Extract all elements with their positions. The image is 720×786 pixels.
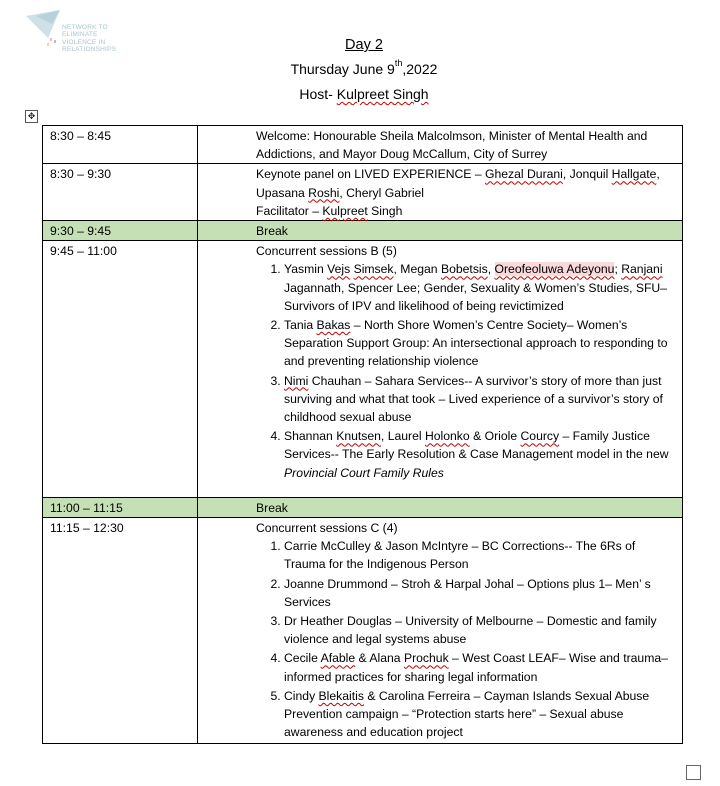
list-item: 2. Tania Bakas – North Shore Women’s Centre Society– Women’s Separation Support Group: An intersectional approach to responding to and preventing relationship violence (284, 316, 679, 371)
table-row (43, 126, 683, 164)
spacer (256, 483, 679, 497)
list-item: 3. Dr Heather Douglas – University of Melbourne – Domestic and family violence and legal systems abuse (284, 612, 679, 648)
time-cell: 8:30 – 8:45 (43, 126, 198, 164)
table-row (43, 164, 683, 221)
logo-text: NETWORK TO ELIMINATE VIOLENCE IN RELATIONSHIPS (62, 24, 117, 54)
table-row (43, 497, 683, 517)
list-item: 2. Joanne Drummond – Stroh & Harpal Johal – Options plus 1– Men’ s Services (284, 575, 679, 611)
talk-list (256, 260, 679, 481)
session-cell: Welcome: Honourable Sheila Malcolmson, Minister of Mental Health and Addictions, and Mayor Doug McCallum, City of Surrey (198, 126, 683, 164)
time-cell: 8:30 – 9:30 (43, 164, 198, 221)
event-date: Thursday June 9th,2022 (290, 58, 438, 77)
page-corner-marker (686, 765, 701, 780)
list-item: 4. Cecile Afable & Alana Prochuk – West Coast LEAF– Wise and trauma–informed practices for sharing legal information (284, 649, 679, 685)
break-cell: Break (198, 221, 683, 241)
page-title: Day 2 (345, 37, 383, 53)
table-row (43, 518, 683, 743)
list-item: 5. Cindy Blekaitis & Carolina Ferreira – Cayman Islands Sexual Abuse Prevention campaign – “Protection starts here” – Sexual abuse awareness and education project (284, 687, 679, 742)
time-cell: 11:15 – 12:30 (43, 518, 198, 743)
list-item: 3. Nimi Chauhan – Sahara Services-- A survivor’s story of more than just surviving and what that took – Lived experience of a survivor’s story of childhood sexual abuse (284, 372, 679, 427)
table-row (43, 241, 683, 498)
table-row (43, 221, 683, 241)
session-title: Concurrent sessions C (4) (256, 521, 398, 536)
time-cell: 9:30 – 9:45 (43, 221, 198, 241)
session-cell (198, 518, 683, 743)
table-move-handle-icon[interactable]: ✥ (25, 110, 38, 123)
schedule-table (42, 125, 683, 744)
network-logo (26, 8, 146, 64)
session-cell (198, 241, 683, 498)
time-cell: 11:00 – 11:15 (43, 497, 198, 517)
host-line: Host- Kulpreet Singh (299, 86, 429, 102)
session-cell: Keynote panel on LIVED EXPERIENCE – Ghezal Durani, Jonquil Hallgate, Upasana Roshi, Cheryl Gabriel Facilitator – Kulpreet Singh (198, 164, 683, 221)
break-cell: Break (198, 497, 683, 517)
time-cell: 9:45 – 11:00 (43, 241, 198, 498)
list-item: 1. Carrie McCulley & Jason McIntyre – BC Corrections-- The 6Rs of Trauma for the Indigenous Person (284, 537, 679, 573)
list-item: 1. Yasmin Vejs Simsek, Megan Bobetsis, Oreofeoluwa Adeyonu; Ranjani Jagannath, Spencer Lee; Gender, Sexuality & Women’s Studies, SFU– Survivors of IPV and likelihood of being revictimized (284, 260, 679, 315)
list-item: 4. Shannan Knutsen, Laurel Holonko & Oriole Courcy – Family Justice Services-- The Early Resolution & Case Management model in the new Provincial Court Family Rules (284, 427, 679, 482)
talk-list (256, 537, 679, 741)
session-title: Concurrent sessions B (5) (256, 244, 397, 259)
